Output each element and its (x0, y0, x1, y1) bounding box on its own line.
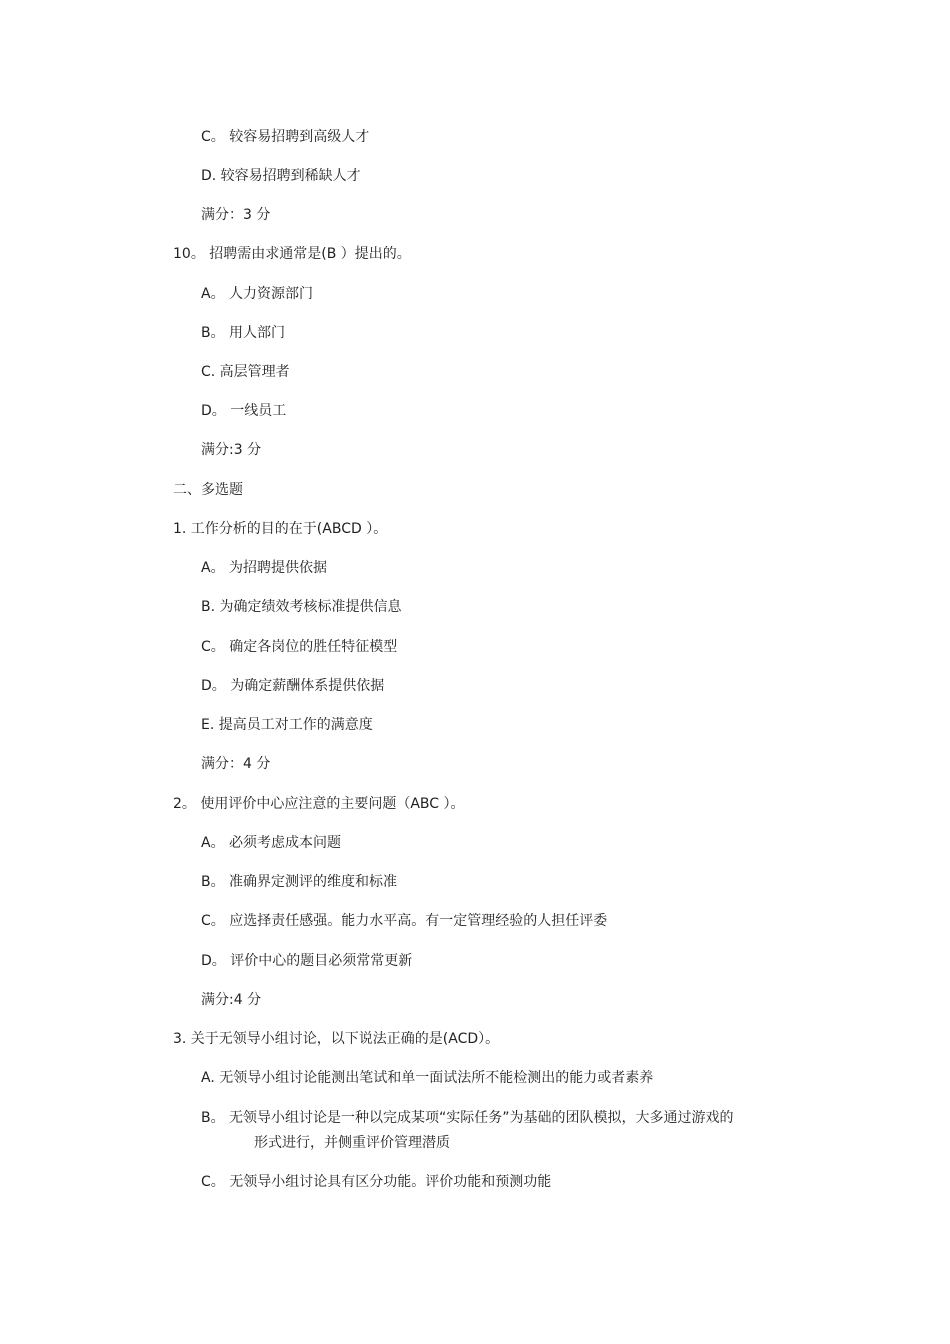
option-e: E. 提高员工对工作的满意度 (201, 717, 373, 733)
option-c: C。 无领导小组讨论具有区分功能。评价功能和预测功能 (201, 1174, 552, 1190)
option-a: A。 人力资源部门 (201, 286, 314, 302)
option-a: A。 为招聘提供依据 (201, 560, 328, 576)
option-d: D。 为确定薪酬体系提供依据 (201, 678, 385, 694)
score-line: 满分:4 分 (201, 992, 262, 1008)
option-c: C. 高层管理者 (201, 364, 290, 380)
option-c: C。 应选择责任感强。能力水平高。有一定管理经验的人担任评委 (201, 913, 608, 929)
option-a: A。 必须考虑成本问题 (201, 835, 342, 851)
question-10: 10。 招聘需由求通常是(B ）提出的。 (173, 246, 411, 262)
option-d: D. 较容易招聘到稀缺人才 (201, 168, 361, 184)
question-1: 1. 工作分析的目的在于(ABCD ）。 (173, 521, 388, 537)
score-line: 满分:3 分 (201, 442, 262, 458)
option-b: B. 为确定绩效考核标准提供信息 (201, 599, 402, 615)
option-c: C。 较容易招聘到高级人才 (201, 129, 370, 145)
score-line: 满分：4 分 (201, 756, 271, 772)
option-b-continued: 形式进行，并侧重评价管理潜质 (254, 1135, 450, 1151)
option-d: D。 评价中心的题目必须常常更新 (201, 953, 413, 969)
option-b: B。 准确界定测评的维度和标准 (201, 874, 398, 890)
option-b: B。 用人部门 (201, 325, 286, 341)
question-3: 3. 关于无领导小组讨论，以下说法正确的是(ACD）。 (173, 1031, 500, 1047)
option-c: C。 确定各岗位的胜任特征模型 (201, 639, 398, 655)
question-2: 2。 使用评价中心应注意的主要问题（ABC ）。 (173, 796, 465, 812)
score-line: 满分：3 分 (201, 207, 271, 223)
option-b: B。 无领导小组讨论是一种以完成某项“实际任务”为基础的团队模拟，大多通过游戏的 (201, 1110, 734, 1126)
option-d: D。 一线员工 (201, 403, 287, 419)
option-a: A. 无领导小组讨论能测出笔试和单一面试法所不能检测出的能力或者素养 (201, 1070, 654, 1086)
section-heading: 二、多选题 (173, 482, 243, 498)
